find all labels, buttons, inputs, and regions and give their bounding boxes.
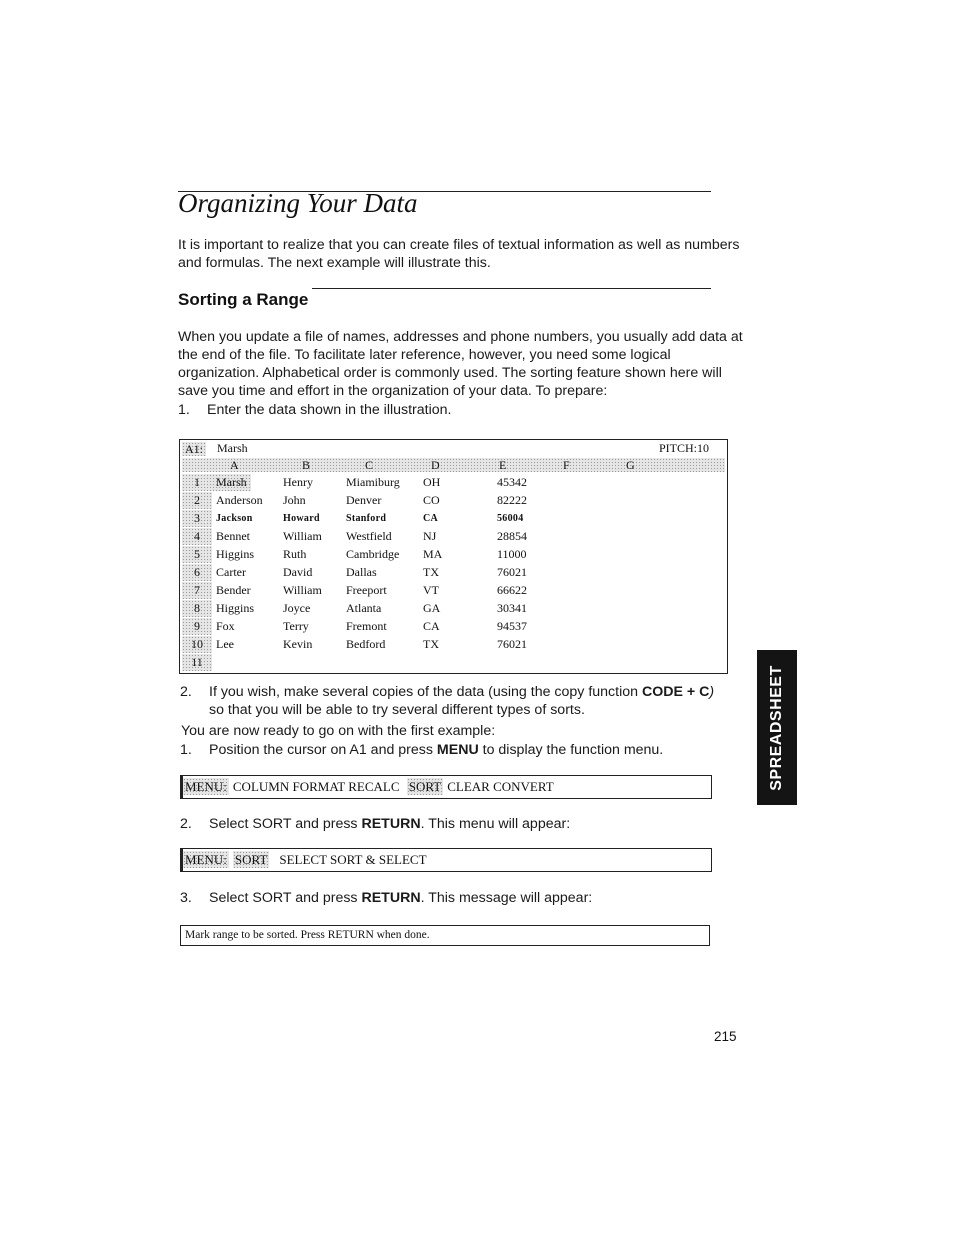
return-key: RETURN	[361, 890, 421, 906]
return-key: RETURN	[361, 816, 421, 832]
cell-d3: CA	[423, 513, 439, 524]
step-position-cursor	[180, 741, 663, 759]
column-header-f: F	[563, 458, 570, 472]
cell-b10: Kevin	[283, 637, 313, 651]
cell-e3: 56004	[497, 513, 524, 524]
row-header: 3	[182, 510, 212, 527]
column-header-e: E	[499, 458, 507, 472]
cell-e9: 94537	[497, 619, 527, 633]
cell-b5: Ruth	[283, 547, 307, 561]
step-number: 1.	[178, 402, 190, 418]
cell-a9: Fox	[216, 619, 235, 633]
cell-c7: Freeport	[346, 583, 387, 597]
cell-d1: OH	[423, 475, 441, 489]
cell-a1: Marsh	[212, 474, 251, 491]
cell-b2: John	[283, 493, 306, 507]
cell-a5: Higgins	[216, 547, 255, 561]
step-make-copies	[180, 683, 714, 701]
step-text: Select SORT and press	[209, 890, 362, 906]
cell-b3: Howard	[283, 513, 320, 524]
step-number: 2.	[180, 684, 192, 700]
cell-a7: Bender	[216, 583, 251, 597]
row-header: 1	[182, 474, 212, 491]
cell-c3: Stanford	[346, 513, 387, 524]
cell-d2: CO	[423, 493, 440, 507]
step-text-tail: )	[709, 684, 715, 700]
step-text: If you wish, make several copies of the data (using the copy function	[209, 684, 642, 700]
menu-tag: MENU:	[185, 779, 227, 794]
cell-a2: Anderson	[216, 493, 263, 507]
cell-d8: GA	[423, 601, 441, 615]
row-header: 5	[182, 546, 212, 563]
step-number: 2.	[180, 816, 192, 832]
chapter-tab-label: SPREADSHEET	[768, 664, 785, 791]
cell-d6: TX	[423, 565, 439, 579]
menu-tag: MENU:	[185, 852, 227, 867]
intro-paragraph: It is important to realize that you can create files of textual information as well as numbers and formulas. The next example will illustrate this.	[178, 237, 740, 271]
cell-d7: VT	[423, 583, 439, 597]
step-text: Enter the data shown in the illustration.	[207, 402, 452, 418]
menu-items: COLUMN FORMAT RECALC	[232, 779, 400, 794]
cell-e6: 76021	[497, 565, 527, 579]
step-make-copies-line2: so that you will be able to try several different types of sorts.	[209, 702, 585, 718]
cell-c9: Fremont	[346, 619, 387, 633]
ready-text: You are now ready to go on with the first example:	[181, 723, 496, 739]
page-title: Organizing Your Data	[178, 188, 418, 218]
page-number: 215	[714, 1029, 737, 1044]
step-enter-data	[178, 401, 452, 419]
sort-menu	[180, 848, 712, 872]
cell-e2: 82222	[497, 493, 527, 507]
column-header-g: G	[626, 458, 635, 472]
cell-a6: Carter	[216, 565, 246, 579]
step-text: Select SORT and press	[209, 816, 362, 832]
cell-c8: Atlanta	[346, 601, 382, 615]
row-header: 7	[182, 582, 212, 599]
cell-a10: Lee	[216, 637, 234, 651]
cell-b7: William	[283, 583, 322, 597]
cell-a8: Higgins	[216, 601, 255, 615]
cell-reference: A1:	[182, 442, 206, 456]
cell-b1: Henry	[283, 475, 313, 489]
cell-c10: Bedford	[346, 637, 386, 651]
cell-e8: 30341	[497, 601, 527, 615]
chapter-tab	[757, 650, 797, 805]
step-text: Position the cursor on A1 and press	[209, 742, 437, 758]
menu-items: SELECT SORT & SELECT	[279, 852, 427, 867]
section-paragraph: When you update a file of names, addresses and phone numbers, you usually add data at the end of the file. To facilitate later reference, however, you need some logical organization. Alphabetical order is commonly used. The sorting feature shown here will save you time and effort in the organization of your data. To prepare:	[178, 329, 743, 399]
menu-items-after: CLEAR CONVERT	[447, 779, 554, 794]
key-combo: CODE + C	[641, 684, 710, 700]
cell-d4: NJ	[423, 529, 437, 543]
cell-c2: Denver	[346, 493, 382, 507]
column-header-c: C	[365, 458, 374, 472]
cell-contents: Marsh	[217, 441, 248, 455]
cell-e5: 11000	[497, 547, 527, 561]
cell-b9: Terry	[283, 619, 309, 633]
spreadsheet-illustration	[179, 439, 728, 674]
row-header: 8	[182, 600, 212, 617]
step-text-post: . This message will appear:	[420, 890, 593, 906]
cell-b6: David	[283, 565, 313, 579]
cell-a3: Jackson	[216, 513, 253, 524]
step-select-sort	[180, 815, 570, 833]
cell-b8: Joyce	[283, 601, 311, 615]
cell-d10: TX	[423, 637, 439, 651]
row-header: 10	[182, 636, 212, 653]
pitch-indicator: PITCH:10	[658, 441, 709, 455]
cell-b4: William	[283, 529, 322, 543]
cell-e4: 28854	[497, 529, 527, 543]
cell-e1: 45342	[497, 475, 527, 489]
column-header-a: A	[230, 458, 239, 472]
cell-c6: Dallas	[346, 565, 377, 579]
step-text-post: . This menu will appear:	[420, 816, 571, 832]
cell-e7: 66622	[497, 583, 527, 597]
step-number: 3.	[180, 890, 192, 906]
step-number: 1.	[180, 742, 192, 758]
step-text-post: to display the function menu.	[478, 742, 664, 758]
menu-item-sort: SORT	[408, 779, 442, 794]
cell-d9: CA	[423, 619, 440, 633]
column-header-bar	[182, 458, 725, 472]
row-header: 2	[182, 492, 212, 509]
message-text: Mark range to be sorted. Press RETURN when done.	[185, 929, 430, 941]
step-select-sort-again	[180, 889, 592, 907]
menu-key: MENU	[436, 742, 479, 758]
menu-tag-sort: SORT	[234, 852, 268, 867]
cell-c4: Westfield	[346, 529, 392, 543]
row-header: 6	[182, 564, 212, 581]
row-header: 9	[182, 618, 212, 635]
row-header: 11	[182, 654, 212, 671]
cell-c5: Cambridge	[346, 547, 400, 561]
cell-a4: Bennet	[216, 529, 250, 543]
column-header-b: B	[302, 458, 311, 472]
cell-c1: Miamiburg	[346, 475, 400, 489]
row-header: 4	[182, 528, 212, 545]
sort-message	[180, 925, 710, 946]
function-menu	[180, 775, 712, 799]
cell-e10: 76021	[497, 637, 527, 651]
column-header-d: D	[431, 458, 440, 472]
section-heading: Sorting a Range	[178, 290, 309, 309]
section-rule	[312, 288, 711, 289]
cell-d5: MA	[423, 547, 443, 561]
